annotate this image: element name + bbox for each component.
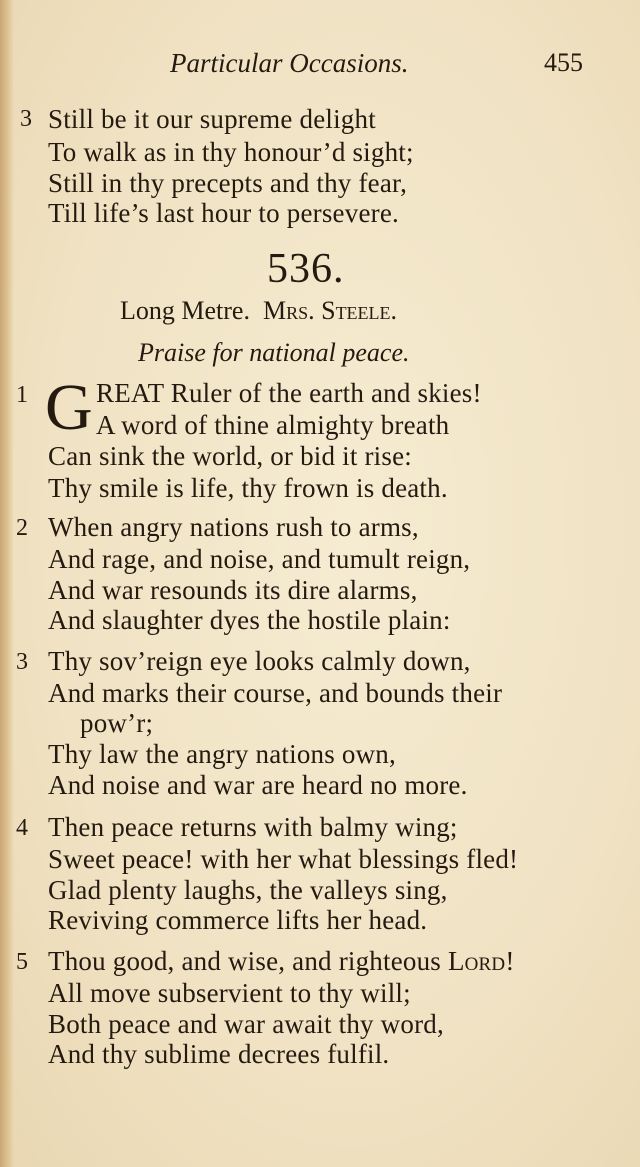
verse-text-smallcaps: Lord xyxy=(447,946,506,976)
hymn-author: Mrs. Steele. xyxy=(262,296,398,325)
verse-line: And marks their course, and bounds their xyxy=(48,678,503,708)
stanza-number: 2 xyxy=(16,515,28,541)
verse-line: Still be it our supreme delight xyxy=(48,104,376,134)
hymn-number: 536. xyxy=(267,246,345,292)
verse-line: Glad plenty laughs, the valleys sing, xyxy=(48,875,448,905)
hymn-meter: Long Metre. xyxy=(120,296,250,325)
verse-line: All move subservient to thy will; xyxy=(48,978,411,1008)
verse-line xyxy=(48,946,515,977)
stanza-number: 4 xyxy=(16,815,28,841)
running-header-title: Particular Occasions. xyxy=(170,48,409,78)
verse-line: Can sink the world, or bid it rise: xyxy=(48,441,412,471)
verse-line: REAT Ruler of the earth and skies! xyxy=(96,378,482,408)
stanza-number: 1 xyxy=(16,382,28,408)
verse-line-turnover: pow’r; xyxy=(80,708,154,738)
verse-line: Reviving commerce lifts her head. xyxy=(48,905,428,935)
verse-line: Still in thy precepts and thy fear, xyxy=(48,168,408,198)
verse-line: Thy smile is life, thy frown is death. xyxy=(48,473,448,503)
verse-line: Thy law the angry nations own, xyxy=(48,739,396,769)
verse-text: Thou good, and wise, and righteous xyxy=(48,946,448,976)
page-gutter-shadow xyxy=(0,0,14,1167)
verse-line: When angry nations rush to arms, xyxy=(48,512,419,542)
verse-line: Sweet peace! with her what blessings fled! xyxy=(48,844,519,874)
verse-line: Then peace returns with balmy wing; xyxy=(48,812,458,842)
hymn-subtitle: Praise for national peace. xyxy=(138,338,410,367)
stanza-number: 3 xyxy=(16,649,28,675)
page-number: 455 xyxy=(544,48,583,77)
verse-line: Both peace and war await thy word, xyxy=(48,1009,444,1039)
stanza-number: 3 xyxy=(20,106,32,132)
verse-line: A word of thine almighty breath xyxy=(96,410,450,440)
stanza-number: 5 xyxy=(16,949,28,975)
verse-text: ! xyxy=(505,946,515,976)
verse-line: And thy sublime decrees fulfil. xyxy=(48,1039,390,1069)
hymn-meter-author xyxy=(120,296,397,326)
verse-line: And noise and war are heard no more. xyxy=(48,770,468,800)
verse-line: And rage, and noise, and tumult reign, xyxy=(48,544,471,574)
verse-line: And slaughter dyes the hostile plain: xyxy=(48,605,451,635)
verse-line: Till life’s last hour to persevere. xyxy=(48,198,399,228)
drop-cap: G xyxy=(45,371,93,444)
verse-line: Thy sov’reign eye looks calmly down, xyxy=(48,646,471,676)
verse-line: To walk as in thy honour’d sight; xyxy=(48,137,414,167)
verse-line: And war resounds its dire alarms, xyxy=(48,575,418,605)
